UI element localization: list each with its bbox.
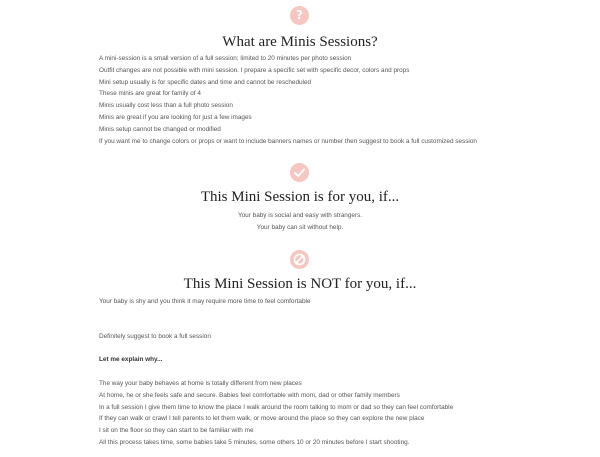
list-item: Minis usually cost less than a full photo session xyxy=(99,102,233,109)
section-title-for-you: This Mini Session is for you, if... xyxy=(200,189,400,205)
check-icon xyxy=(290,163,309,182)
section-title-not-for-you: This Mini Session is NOT for you, if... xyxy=(183,276,417,292)
list-item: I sit on the floor so they can start to be familiar with me xyxy=(99,427,254,434)
list-item: If they can walk or crawl I tell parents to let them walk, or move around the place so they can explore the new place xyxy=(99,415,425,422)
intro-text: Your baby is shy and you think it may require more time to feel comfortable xyxy=(99,298,311,305)
list-item: In a full session I give them time to know the place I walk around the room talking to mom or dad so they can feel comfortable xyxy=(99,404,454,411)
section-title-what-are-minis: What are Minis Sessions? xyxy=(222,34,378,50)
list-item: A mini-session is a small version of a full session; limited to 20 minutes per photo session xyxy=(99,55,352,62)
list-item: The way your baby behaves at home is totally different from new places xyxy=(99,380,302,387)
list-item: If you want me to change colors or props or want to include banners names or number then suggest to book a full customized session xyxy=(99,138,477,145)
list-item: Mini setup usually is for specific dates and time and cannot be rescheduled xyxy=(99,79,312,86)
list-item: Outfit changes are not possible with mini session. I prepare a specific set with specific decor, colors and props xyxy=(99,67,410,74)
list-item: Your baby can sit without help. xyxy=(256,224,344,231)
list-item: All this process takes time, some babies take 5 minutes, some others 10 or 20 minutes before I start shooting. xyxy=(99,439,410,446)
list-item: Minis are great if you are looking for just a few images xyxy=(99,114,252,121)
suggest-text: Definitely suggest to book a full session xyxy=(99,333,211,340)
list-item: Your baby is social and easy with strangers. xyxy=(237,212,363,219)
list-item: These minis are great for family of 4 xyxy=(99,90,201,97)
explain-heading: Let me explain why... xyxy=(99,356,163,363)
list-item: Minis setup cannot be changed or modified xyxy=(99,126,221,133)
ban-icon xyxy=(290,250,309,269)
question-icon: ? xyxy=(290,6,309,25)
list-item: At home, he or she feels safe and secure. Babies feel comfortable with mom, dad or other family members xyxy=(99,392,400,399)
